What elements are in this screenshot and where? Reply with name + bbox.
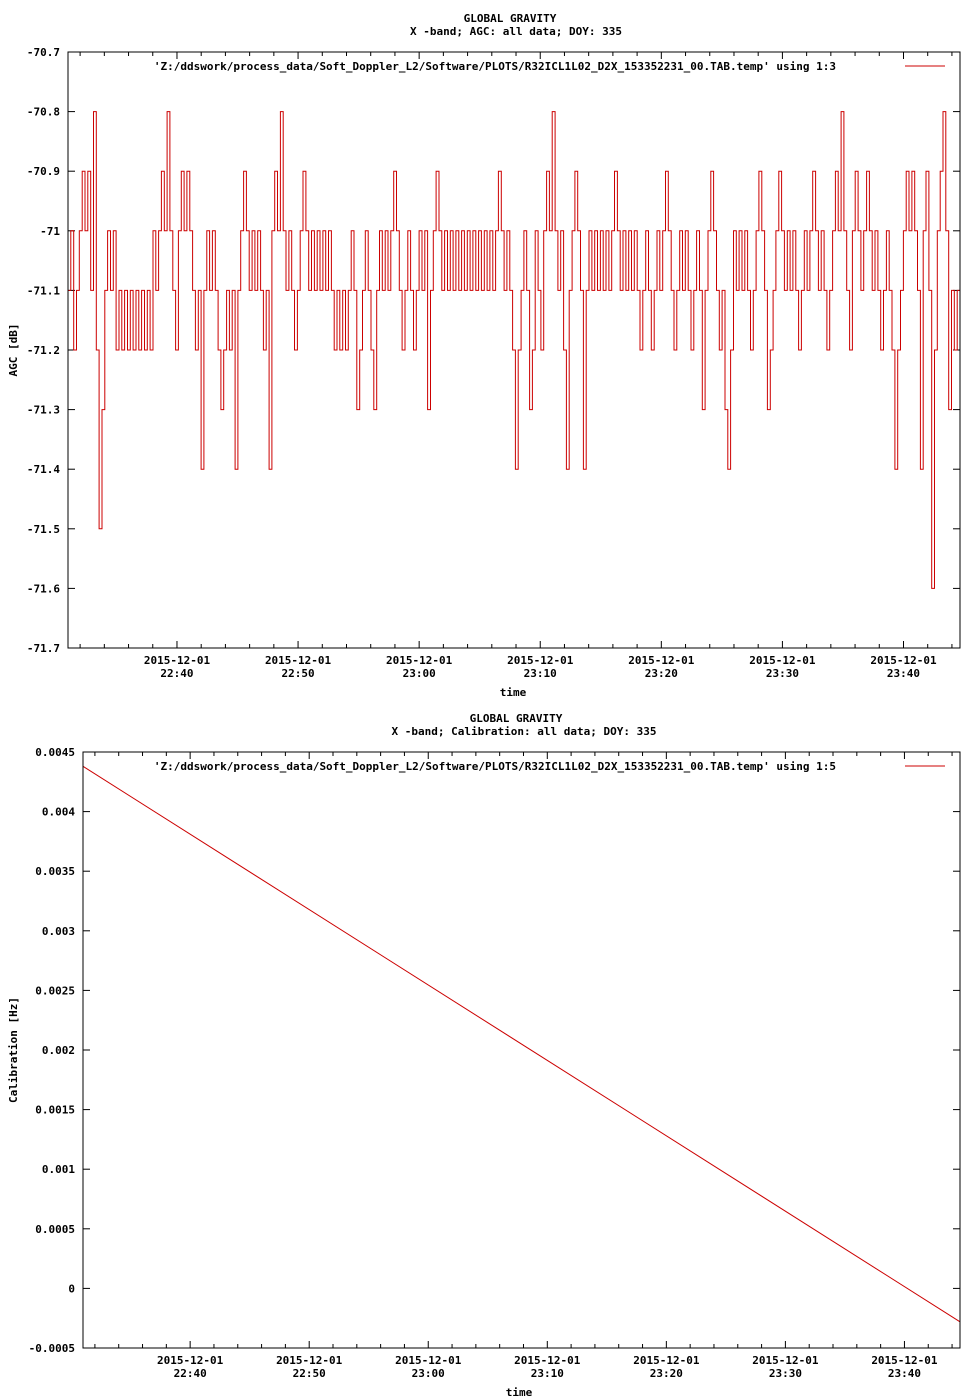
calibration-x-axis-label: time bbox=[505, 1386, 533, 1399]
y-tick-label: -71.5 bbox=[26, 522, 60, 536]
agc-chart-title: GLOBAL GRAVITY bbox=[463, 12, 557, 25]
x-tick-label-time: 23:30 bbox=[765, 667, 799, 680]
y-tick-label: -70.8 bbox=[26, 105, 60, 119]
y-tick-label: -71.4 bbox=[26, 463, 60, 477]
x-tick-label-date: 2015-12-01 bbox=[633, 1354, 700, 1367]
x-tick-label-time: 23:10 bbox=[523, 667, 557, 680]
calibration-chart-title: GLOBAL GRAVITY bbox=[469, 712, 563, 725]
calibration-series-line bbox=[83, 766, 960, 1322]
agc-x-ticks bbox=[80, 52, 952, 680]
x-tick-label-time: 23:20 bbox=[644, 667, 678, 680]
y-tick-label: 0.001 bbox=[41, 1163, 75, 1177]
x-tick-label-date: 2015-12-01 bbox=[628, 654, 695, 667]
x-tick-label-time: 23:00 bbox=[402, 667, 436, 680]
agc-chart-subtitle: X -band; AGC: all data; DOY: 335 bbox=[410, 25, 622, 38]
x-tick-label-date: 2015-12-01 bbox=[143, 654, 211, 667]
y-tick-label: -70.7 bbox=[26, 46, 60, 59]
y-tick-label: -70.9 bbox=[26, 165, 60, 179]
y-tick-label: 0.002 bbox=[41, 1044, 75, 1057]
agc-legend-label: 'Z:/ddswork/process_data/Soft_Doppler_L2/Software/PLOTS/R32ICL1L02_D2X_153352231_00.TAB.temp' using 1:3 bbox=[153, 60, 836, 73]
x-tick-label-time: 23:30 bbox=[768, 1367, 802, 1380]
y-tick-label: -71.7 bbox=[26, 642, 60, 655]
y-tick-label: 0.0025 bbox=[35, 984, 75, 998]
x-tick-label-date: 2015-12-01 bbox=[276, 1354, 343, 1367]
y-tick-label: -71.3 bbox=[26, 403, 60, 417]
y-tick-label: 0.0045 bbox=[35, 746, 75, 759]
y-tick-label: 0.0005 bbox=[35, 1222, 75, 1236]
agc-chart bbox=[7, 12, 960, 699]
x-tick-label-date: 2015-12-01 bbox=[264, 654, 332, 667]
x-tick-label-time: 23:10 bbox=[530, 1367, 564, 1380]
agc-series-line bbox=[68, 112, 960, 589]
y-tick-label: 0 bbox=[68, 1282, 75, 1296]
x-tick-label-time: 22:50 bbox=[292, 1367, 326, 1380]
x-tick-label-time: 23:00 bbox=[411, 1367, 445, 1380]
agc-y-axis-label: AGC [dB] bbox=[7, 323, 20, 377]
calibration-x-ticks bbox=[95, 752, 952, 1380]
calibration-chart bbox=[7, 712, 960, 1399]
x-tick-label-time: 22:50 bbox=[281, 667, 315, 680]
agc-x-axis-label: time bbox=[499, 686, 527, 699]
x-tick-label-date: 2015-12-01 bbox=[507, 654, 574, 667]
y-tick-label: -71.6 bbox=[26, 582, 60, 596]
x-tick-label-time: 23:20 bbox=[649, 1367, 683, 1380]
x-tick-label-date: 2015-12-01 bbox=[870, 654, 937, 667]
x-tick-label-date: 2015-12-01 bbox=[514, 1354, 581, 1367]
x-tick-label-date: 2015-12-01 bbox=[157, 1354, 224, 1367]
x-tick-label-time: 23:40 bbox=[886, 667, 921, 680]
x-tick-label-date: 2015-12-01 bbox=[749, 654, 816, 667]
x-tick-label-time: 22:40 bbox=[160, 667, 194, 680]
y-tick-label: 0.0035 bbox=[35, 865, 75, 879]
y-tick-label: -71 bbox=[40, 224, 60, 238]
calibration-y-ticks bbox=[29, 746, 960, 1355]
y-tick-label: 0.003 bbox=[41, 924, 75, 938]
calibration-legend-label: 'Z:/ddswork/process_data/Soft_Doppler_L2/Software/PLOTS/R32ICL1L02_D2X_153352231_00.TAB.temp' using 1:5 bbox=[153, 760, 836, 773]
y-tick-label: -71.2 bbox=[26, 344, 60, 357]
calibration-chart-subtitle: X -band; Calibration: all data; DOY: 335 bbox=[391, 725, 657, 738]
calibration-y-axis-label: Calibration [Hz] bbox=[7, 997, 20, 1103]
y-tick-label: 0.004 bbox=[41, 805, 75, 819]
x-tick-label-date: 2015-12-01 bbox=[386, 654, 453, 667]
y-tick-label: -71.1 bbox=[26, 284, 60, 298]
x-tick-label-time: 22:40 bbox=[173, 1367, 207, 1380]
y-tick-label: -0.0005 bbox=[28, 1342, 75, 1355]
calibration-plot-frame bbox=[83, 752, 960, 1348]
x-tick-label-date: 2015-12-01 bbox=[871, 1354, 938, 1367]
x-tick-label-time: 23:40 bbox=[887, 1367, 922, 1380]
y-tick-label: 0.0015 bbox=[35, 1103, 75, 1117]
x-tick-label-date: 2015-12-01 bbox=[395, 1354, 462, 1367]
x-tick-label-date: 2015-12-01 bbox=[752, 1354, 819, 1367]
